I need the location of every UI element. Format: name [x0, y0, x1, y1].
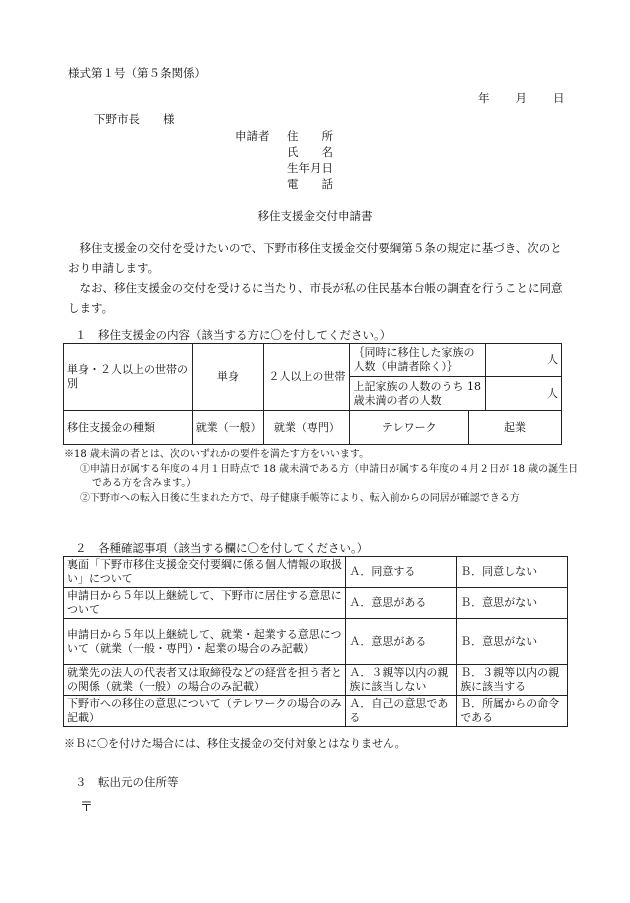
confirm-row-1-option-a[interactable]: Ａ．同意する	[346, 557, 457, 588]
confirm-row-3-option-a[interactable]: Ａ．意思がある	[346, 619, 457, 665]
confirm-row-4-option-a[interactable]: Ａ．３親等以内の親族に該当しない	[346, 665, 457, 696]
confirm-row-4-option-b[interactable]: Ｂ．３親等以内の親族に該当する	[457, 665, 568, 696]
applicant-name-label: 氏 名	[287, 145, 333, 159]
confirm-row-2-question: 申請日から５年以上継続して、下野市に居住する意思について	[64, 588, 346, 619]
family-count-label: ｛同時に移住した家族の人数（申請者除く）｝	[350, 344, 485, 377]
option-b-note: ※Ｂに〇を付けた場合には、移住支援金の交付対象とはなりません。	[64, 737, 406, 750]
date-line: 年 月 日	[478, 91, 566, 105]
confirm-row-1-question: 裏面「下野市移住支援金交付要綱に係る個人情報の取扱い」について	[64, 557, 346, 588]
section3-heading: ３ 転出元の住所等	[75, 775, 179, 789]
single-option[interactable]: 単身	[192, 344, 264, 411]
under18-label: 上記家族の人数のうち 18 歳未満の者の人数	[350, 377, 485, 411]
addressee: 下野市長 様	[94, 112, 175, 126]
type-telework[interactable]: テレワーク	[350, 411, 469, 445]
section1-heading: １ 移住支援金の内容（該当する方に〇を付してください。）	[75, 328, 392, 342]
type-employment-general[interactable]: 就業（一般）	[192, 411, 264, 445]
confirm-row-5-option-a[interactable]: Ａ．自己の意思である	[346, 696, 457, 727]
support-content-table	[63, 343, 562, 445]
type-startup[interactable]: 起業	[469, 411, 562, 445]
applicant-phone-label: 電 話	[287, 177, 333, 191]
type-employment-specialist[interactable]: 就業（専門）	[264, 411, 350, 445]
confirm-row-2-option-a[interactable]: Ａ．意思がある	[346, 588, 457, 619]
confirm-row-5-question: 下野市への移住の意思について（テレワークの場合のみ記載）	[64, 696, 346, 727]
applicant-label: 申請者	[235, 129, 270, 143]
applicant-address-label: 住 所	[287, 129, 333, 143]
intro-paragraph-1: 移住支援金の交付を受けたいので、下野市移住支援金交付要綱第５条の規定に基づき、次のとおり申請します。	[68, 241, 562, 275]
form-id: 様式第１号（第５条関係）	[68, 66, 206, 80]
section2-heading: ２ 各種確認事項（該当する欄に〇を付してください。）	[75, 541, 369, 555]
under18-note: ※18 歳未満の者とは、次のいずれかの要件を満たす方をいいます。	[64, 449, 370, 460]
multi-option[interactable]: ２人以上の世帯	[264, 344, 350, 411]
confirm-row-3-option-b[interactable]: Ｂ．意思がない	[457, 619, 568, 665]
support-type-label: 移住支援金の種類	[64, 411, 193, 445]
applicant-birth-label: 生年月日	[287, 161, 333, 175]
postal-mark: 〒	[80, 800, 94, 815]
confirmation-table	[63, 556, 568, 727]
confirm-row-5-option-b[interactable]: Ｂ．所属からの命令である	[457, 696, 568, 727]
under18-count-unit[interactable]: 人	[485, 377, 561, 411]
intro-paragraph-2: なお、移住支援金の交付を受けるに当たり、市長が私の住民基本台帳の調査を行うことに同意します。	[68, 281, 563, 315]
household-label: 単身・２人以上の世帯の別	[64, 344, 193, 411]
confirm-row-2-option-b[interactable]: Ｂ．意思がない	[457, 588, 568, 619]
family-count-unit[interactable]: 人	[485, 344, 561, 377]
confirm-row-1-option-b[interactable]: Ｂ．同意しない	[457, 557, 568, 588]
under18-note-1: ①申請日が属する年度の４月１日時点で 18 歳未満である方（申請日が属する年度の４月２日が 18 歳の誕生日である方を含みます。）	[80, 464, 579, 489]
confirm-row-3-question: 申請日から５年以上継続して、就業・起業する意思について（就業（一般・専門）・起業の場合のみ記載）	[64, 619, 346, 665]
confirm-row-4-question: 就業先の法人の代表者又は取締役などの経営を担う者との関係（就業（一般）の場合のみ記載）	[64, 665, 346, 696]
under18-note-2: ②下野市への転入日後に生まれた方で、母子健康手帳等により、転入前からの同居が確認できる方	[80, 493, 520, 504]
document-title: 移住支援金交付申請書	[257, 209, 373, 223]
